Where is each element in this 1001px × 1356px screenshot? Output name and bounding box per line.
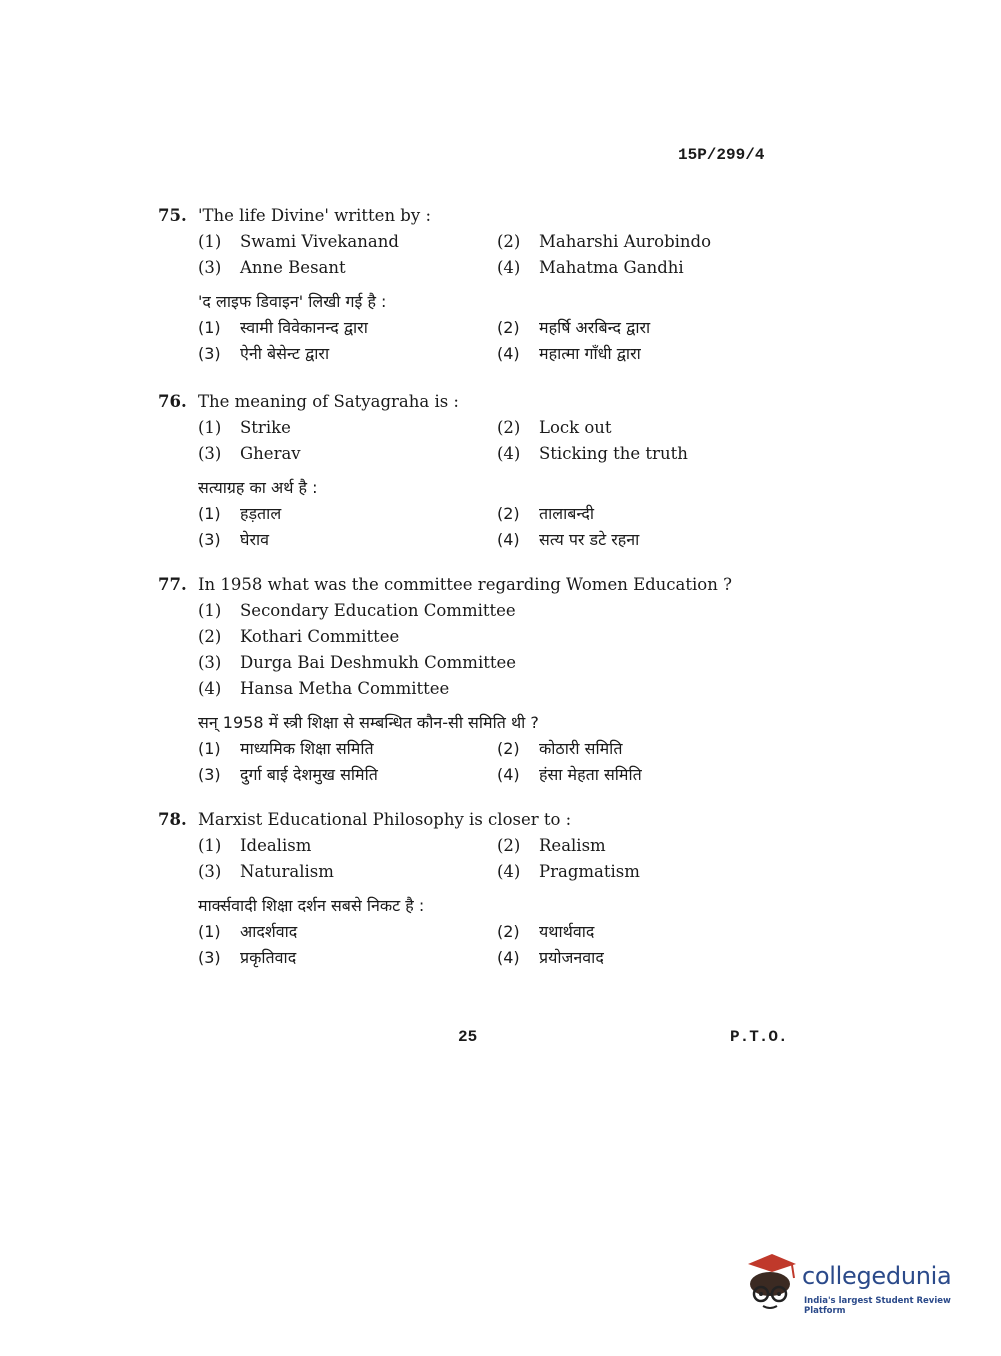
hindi-option-2: (2) कोठारी समिति xyxy=(497,739,623,758)
collegedunia-mascot-icon xyxy=(742,1250,802,1312)
option-1: (1) Idealism xyxy=(198,836,312,855)
hindi-option-3: (3) प्रकृतिवाद xyxy=(198,948,297,967)
hindi-option-3: (3) घेराव xyxy=(198,530,270,549)
option-3: (3) Anne Besant xyxy=(198,258,346,277)
option-1: (1) Swami Vivekanand xyxy=(198,232,399,251)
logo-tagline: India's largest Student Review Platform xyxy=(804,1296,951,1316)
hindi-option-2: (2) महर्षि अरबिन्द द्वारा xyxy=(497,318,651,337)
collegedunia-watermark xyxy=(742,1248,972,1318)
hindi-question-text: 'द लाइफ डिवाइन' लिखी गई है : xyxy=(198,292,387,311)
option-2: (2) Kothari Committee xyxy=(198,627,400,646)
question-text: Marxist Educational Philosophy is closer to : xyxy=(198,810,572,829)
question-number: 75. xyxy=(158,206,187,225)
hindi-option-2: (2) यथार्थवाद xyxy=(497,922,595,941)
question-78 xyxy=(158,807,798,971)
hindi-option-2: (2) तालाबन्दी xyxy=(497,504,594,523)
hindi-option-4: (4) महात्मा गाँधी द्वारा xyxy=(497,344,641,363)
question-76 xyxy=(158,389,798,553)
question-text: In 1958 what was the committee regarding Women Education ? xyxy=(198,575,732,594)
option-2: (2) Maharshi Aurobindo xyxy=(497,232,712,251)
hindi-option-1: (1) स्वामी विवेकानन्द द्वारा xyxy=(198,318,368,337)
hindi-question-text: सत्याग्रह का अर्थ है : xyxy=(198,478,318,497)
question-77 xyxy=(158,572,798,788)
question-number: 78. xyxy=(158,810,187,829)
hindi-option-1: (1) आदर्शवाद xyxy=(198,922,298,941)
option-4: (4) Pragmatism xyxy=(497,862,640,881)
hindi-option-1: (1) हड़ताल xyxy=(198,504,282,523)
hindi-option-3: (3) दुर्गा बाई देशमुख समिति xyxy=(198,765,378,784)
question-75 xyxy=(158,203,798,367)
option-4: (4) Mahatma Gandhi xyxy=(497,258,684,277)
hindi-option-4: (4) प्रयोजनवाद xyxy=(497,948,604,967)
option-3: (3) Gherav xyxy=(198,444,301,463)
hindi-option-3: (3) ऐनी बेसेन्ट द्वारा xyxy=(198,344,330,363)
question-number: 76. xyxy=(158,392,187,411)
option-2: (2) Lock out xyxy=(497,418,612,437)
question-number: 77. xyxy=(158,575,187,594)
hindi-question-text: मार्क्सवादी शिक्षा दर्शन सबसे निकट है : xyxy=(198,896,425,915)
hindi-question-text: सन् 1958 में स्त्री शिक्षा से सम्बन्धित कौन-सी समिति थी ? xyxy=(198,713,539,732)
question-text: The meaning of Satyagraha is : xyxy=(198,392,459,411)
option-1: (1) Secondary Education Committee xyxy=(198,601,516,620)
option-1: (1) Strike xyxy=(198,418,291,437)
page-number: 25 xyxy=(458,1028,478,1046)
hindi-option-4: (4) हंसा मेहता समिति xyxy=(497,765,642,784)
option-3: (3) Durga Bai Deshmukh Committee xyxy=(198,653,517,672)
hindi-option-4: (4) सत्य पर डटे रहना xyxy=(497,530,640,549)
option-4: (4) Sticking the truth xyxy=(497,444,688,463)
logo-wordmark: collegedunia xyxy=(802,1262,952,1290)
paper-code: 15P/299/4 xyxy=(678,146,765,164)
pto-label: P.T.O. xyxy=(730,1028,788,1046)
question-text: 'The life Divine' written by : xyxy=(198,206,431,225)
option-2: (2) Realism xyxy=(497,836,606,855)
hindi-option-1: (1) माध्यमिक शिक्षा समिति xyxy=(198,739,374,758)
option-3: (3) Naturalism xyxy=(198,862,334,881)
option-4: (4) Hansa Metha Committee xyxy=(198,679,450,698)
